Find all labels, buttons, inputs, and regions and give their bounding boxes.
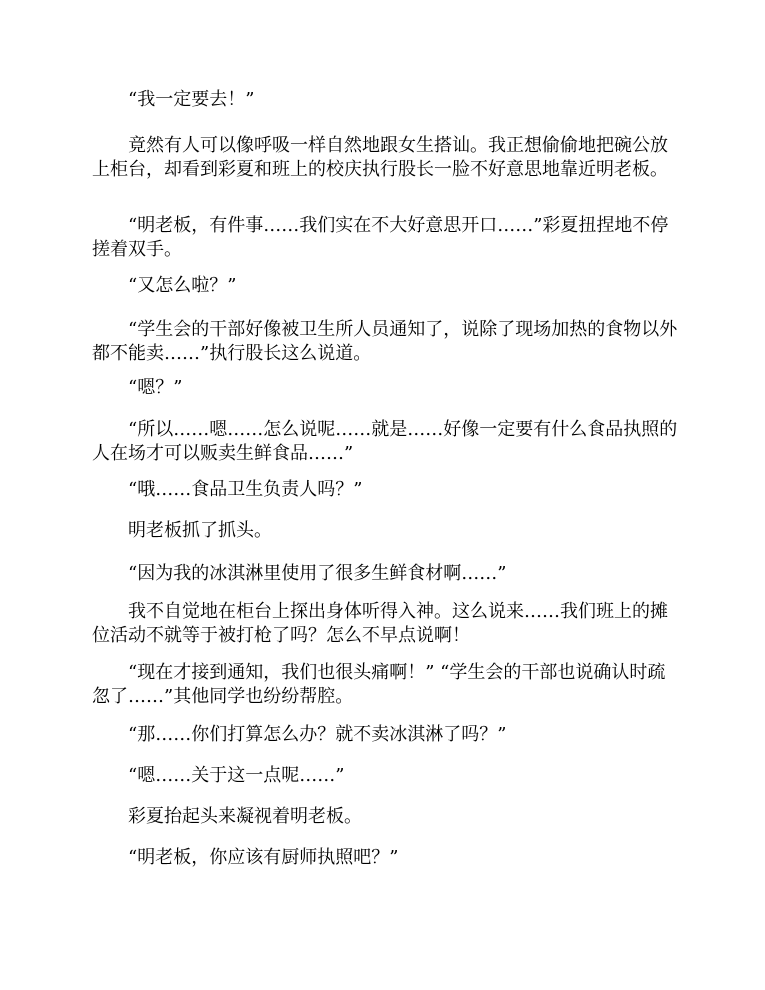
- paragraph-15: 彩夏抬起头来凝视着明老板。: [128, 806, 362, 827]
- paragraph-2: 竟然有人可以像呼吸一样自然地跟女生搭讪。我正想偷偷地把碗公放上柜台，却看到彩夏和班上的校庆执行股长一脸不好意思地靠近明老板。: [92, 135, 668, 180]
- paragraph-9: 明老板抓了抓头。: [128, 520, 272, 541]
- paragraph-13: “那……你们打算怎么办？就不卖冰淇淋了吗？”: [128, 724, 507, 745]
- paragraph-6: “嗯？”: [128, 377, 183, 398]
- paragraph-4: “又怎么啦？”: [128, 275, 237, 296]
- paragraph-14: “嗯……关于这一点呢……”: [128, 765, 345, 786]
- paragraph-7: “所以……嗯……怎么说呢……就是……好像一定要有什么食品执照的人在场才可以贩卖生鲜食品……”: [92, 419, 678, 464]
- paragraph-3: “明老板，有件事……我们实在不大好意思开口……”彩夏扭捏地不停搓着双手。: [92, 215, 669, 260]
- paragraph-1: “我一定要去！”: [128, 89, 255, 110]
- paragraph-8: “哦……食品卫生负责人吗？”: [128, 479, 363, 500]
- paragraph-11: 我不自觉地在柜台上探出身体听得入神。这么说来……我们班上的摊位活动不就等于被打枪了吗？怎么不早点说啊！: [92, 601, 668, 646]
- paragraph-10: “因为我的冰淇淋里使用了很多生鲜食材啊……”: [128, 563, 507, 584]
- paragraph-16: “明老板，你应该有厨师执照吧？”: [128, 847, 399, 868]
- paragraph-12: “现在才接到通知，我们也很头痛啊！” “学生会的干部也说确认时疏忽了……”其他同学也纷纷帮腔。: [92, 662, 666, 707]
- paragraph-5: “学生会的干部好像被卫生所人员通知了，说除了现场加热的食物以外都不能卖……”执行股长这么说道。: [92, 319, 678, 364]
